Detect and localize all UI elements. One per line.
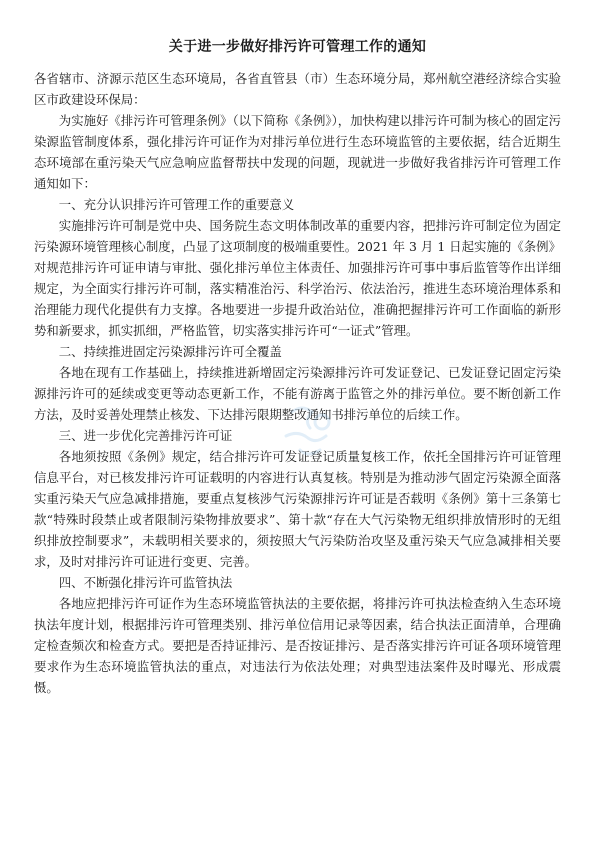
section-3-heading: 三、进一步优化完善排污许可证 [58,428,233,443]
section-1-heading: 一、充分认识排污许可管理工作的重要意义 [58,197,295,212]
section-2-body: 各地在现有工作基础上，持续推进新增固定污染源排污许可发证登记、已发证登记固定污染源排污许可的延续或变更等动态更新工作，不能有游离于监管之外的排污单位。要不断创新工作方法，及时妥善处理禁止核发、下达排污限期整改通知书排污单位的后续工作。 [34,365,561,422]
section-1-body: 实施排污许可制是党中央、国务院生态文明体制改革的重要内容，把排污许可制定位为固定污染源环境管理核心制度，凸显了这项制度的极端重要性。2021 年 3 月 1 日起实施的《条例》对规范排污许可证申请与审批、强化排污单位主体责任、加强排污许可事中事后监管等作出详细规定，为全面实行排污许可制，落实精准治污、科学治污、依法治污，推进生态环境治理体系和治理能力现代化提供有力支撑。各地要进一步提升政治站位，准确把握排污许可工作面临的新形势和新要求，抓实抓细，严格监管，切实落实排污许可“一证式”管理。 [34,218,561,338]
section-2-heading: 二、持续推进固定污染源排污许可全覆盖 [58,344,282,359]
section-4-body: 各地应把排污许可证作为生态环境监管执法的主要依据，将排污许可执法检查纳入生态环境执法年度计划，根据排污许可管理类别、排污单位信用记录等因素，结合执法正面清单，合理确定检查频次和检查方式。要把是否持证排污、是否按证排污、是否落实排污许可证各项环境管理要求作为生态环境监管执法的重点，对违法行为依法处理；对典型违法案件及时曝光、形成震慑。 [34,596,561,695]
intro-paragraph: 为实施好《排污许可管理条例》（以下简称《条例》），加快构建以排污许可制为核心的固定污染源监管制度体系，强化排污许可证作为对排污单位进行生态环境监管的主要依据，结合近期生态环境部在重污染天气应急响应监督帮扶中发现的问题，现就进一步做好我省排污许可管理工作通知如下： [34,113,561,191]
section-4-heading: 四、不断强化排污许可监管执法 [58,575,233,590]
salutation: 各省辖市、济源示范区生态环境局，各省直管县（市）生态环境分局，郑州航空港经济综合实验区市政建设环保局： [34,71,561,107]
section-3-body: 各地须按照《条例》规定，结合排污许可发证登记质量复核工作，依托全国排污许可证管理信息平台，对已核发排污许可证载明的内容进行认真复核。特别是为推动涉气固定污染源全面落实重污染天气应急减排措施，要重点复核涉气污染源排污许可证是否载明《条例》第十三条第七款“特殊时段禁止或者限制污染物排放要求”、第十款“存在大气污染物无组织排放情形时的无组织排放控制要求”，未载明相关要求的，须按照大气污染防治攻坚及重污染天气应急减排相关要求，及时对排污许可证进行变更、完善。 [34,449,561,569]
document-title: 关于进一步做好排污许可管理工作的通知 [168,39,427,55]
